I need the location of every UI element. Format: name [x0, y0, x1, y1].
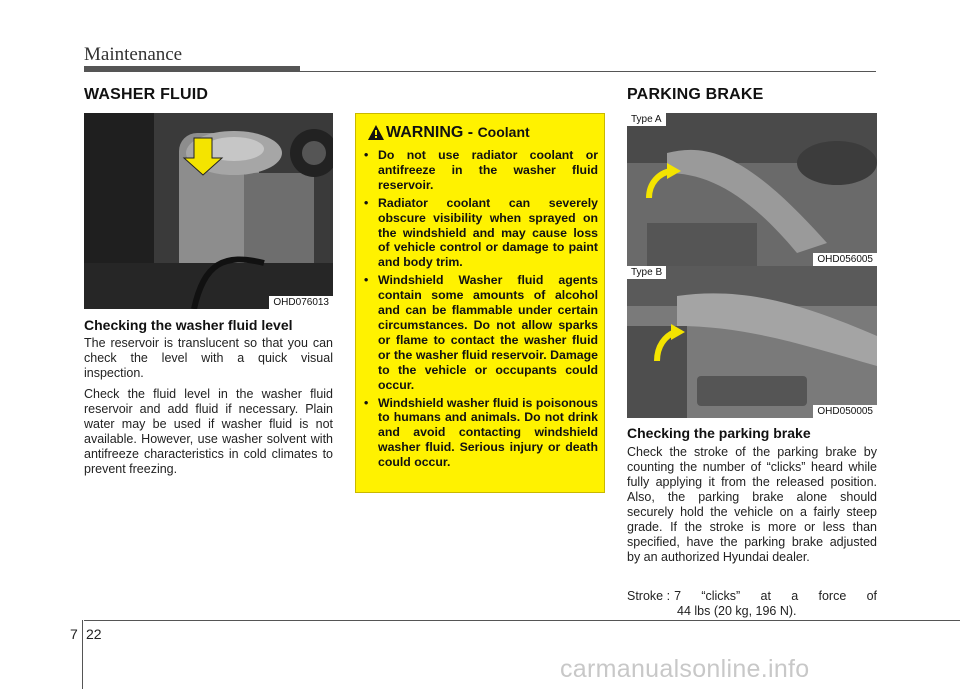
stroke-spec [627, 589, 877, 619]
parking-brake-type-a-photo [627, 113, 877, 266]
parking-brake-b-illustration [627, 266, 877, 418]
warning-item: • Windshield Washer fluid agents contain some amounts of alcohol and can be flammable under certain circumstances. Do not allow sparks or flame to contact the washer fluid or the washer fluid reservoir. Damage to the vehicle or occupants could occur. [364, 273, 598, 392]
washer-fluid-title: WASHER FLUID [84, 86, 209, 103]
parking-brake-a-illustration [627, 113, 877, 266]
washer-photo-code: OHD076013 [269, 296, 333, 309]
type-a-code: OHD056005 [813, 253, 877, 266]
parking-brake-title: PARKING BRAKE [627, 86, 764, 103]
footer-divider [82, 620, 83, 689]
washer-paragraph-2: Check the fluid level in the washer fluid reservoir and add fluid if necessary. Plain water may be used if washer fluid is not available. However, use washer solvent with antifreeze characteristics in cold climates to prevent freezing. [84, 387, 333, 476]
warning-list [364, 148, 598, 473]
parking-body [627, 445, 877, 571]
warning-heading [386, 124, 530, 142]
warning-label: WARNING - [386, 124, 474, 141]
warning-item: • Windshield washer fluid is poisonous to humans and animals. Do not drink and avoid contacting windshield washer fluid. Serious injury or death could occur. [364, 396, 598, 471]
washer-body [84, 336, 333, 483]
stroke-line-2: 44 lbs (20 kg, 196 N). [677, 604, 797, 618]
footer-rule [84, 620, 960, 621]
warning-item: • Radiator coolant can severely obscure visibility when sprayed on the windshield and may cause loss of vehicle control or damage to paint and body trim. [364, 196, 598, 271]
watermark: carmanualsonline.info [560, 655, 810, 683]
type-b-label: Type B [627, 266, 666, 279]
warning-item: • Do not use radiator coolant or antifreeze in the washer fluid reservoir. [364, 148, 598, 193]
washer-reservoir-photo [84, 113, 333, 309]
parking-paragraph: Check the stroke of the parking brake by counting the number of “clicks” heard while fully applying it from the released position. Also, the parking brake alone should securely hold the vehicle on a fairly steep grade. If the stroke is more or less than specified, have the parking brake adjusted by an authorized Hyundai dealer. [627, 445, 877, 564]
parking-brake-type-b-photo [627, 266, 877, 418]
header-bar [84, 66, 300, 72]
engine-bay-illustration [84, 113, 333, 309]
warning-box [355, 113, 605, 493]
washer-paragraph-1: The reservoir is translucent so that you can check the level with a quick visual inspection. [84, 336, 333, 380]
type-a-label: Type A [627, 113, 666, 126]
chapter-number: 7 [70, 626, 78, 642]
parking-subtitle: Checking the parking brake [627, 425, 811, 441]
page-number: 22 [86, 626, 102, 642]
stroke-line-1: 7 “clicks” at a force of [674, 589, 877, 603]
warning-topic: Coolant [477, 124, 530, 140]
stroke-label: Stroke : [627, 589, 671, 603]
page-header-title: Maintenance [84, 44, 183, 65]
type-b-code: OHD050005 [813, 405, 877, 418]
warning-triangle-icon [368, 125, 384, 140]
washer-subtitle: Checking the washer fluid level [84, 317, 293, 333]
header-rule [300, 71, 876, 72]
